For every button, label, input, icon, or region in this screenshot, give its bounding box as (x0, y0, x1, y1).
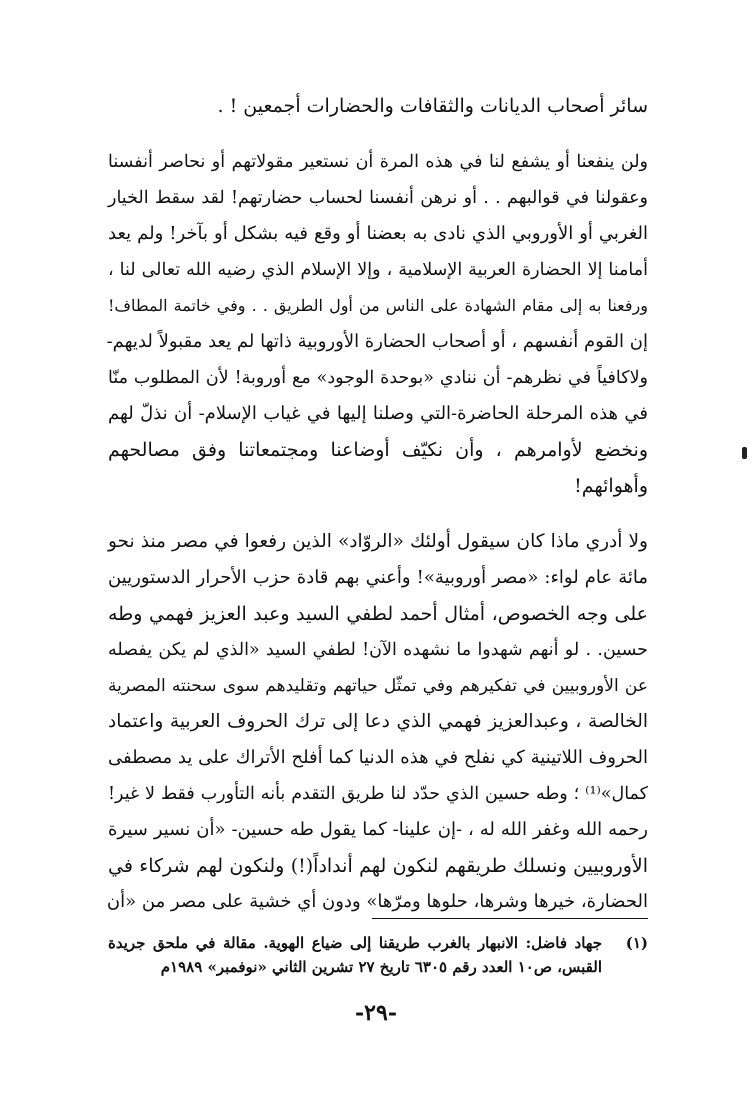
text-line: ونخضع لأوامرهم ، وأن نكيّف أوضاعنا ومجتمعاتنا وفق مصالحهم (108, 439, 648, 461)
text-line: ولاكافياً في نظرهم- أن ننادي «بوحدة الوجود» مع أوروبة! لأن المطلوب منّا (108, 368, 649, 388)
text-line: الأوروبيين ونسلك طريقهم لنكون لهم أنداداً(!) ولنكون لهم شركاء في (108, 855, 648, 877)
footnote-text: القبس، ص١٠ العدد رقم ٦٣٠٥ تاريخ ٢٧ تشرين الثاني «نوفمبر» ١٩٨٩م (160, 958, 602, 976)
footnote-divider (372, 918, 648, 919)
text-line: سائر أصحاب الديانات والثقافات والحضارات أجمعين ! . (217, 95, 648, 117)
text-line: الحضارة، خيرها وشرها، حلوها ومرّها» ودون أي خشية على مصر من «أن (106, 891, 648, 912)
text-line: أمامنا إلا الحضارة العربية الإسلامية ، وإلا الإسلام الذي رضيه الله تعالى لنا ، (108, 260, 648, 280)
text-line: إن القوم أنفسهم ، أو أصحاب الحضارة الأوروبية ذاتها لم يعد مقبولاً لديهم- (106, 331, 648, 352)
text-line: الغربي أو الأوروبي الذي نادى به بعضنا أو وقع فيه بشكل أو بآخر! ولم يعد (108, 223, 648, 244)
text-line: ولن ينفعنا أو يشفع لنا في هذه المرة أن نستعير مقولاتهم أو نحاصر أنفسنا (108, 152, 648, 172)
text-line: كمال»⁽¹⁾ ؛ وطه حسين الذي حدّد لنا طريق التقدم بأنه التأورب فقط لا غير! (108, 784, 648, 804)
text-line: ورفعنا به إلى مقام الشهادة على الناس من أول الطريق . . وفي خاتمة المطاف! (108, 296, 648, 315)
text-line: في هذه المرحلة الحاضرة-التي وصلنا إليها في غياب الإسلام- أن نذلّ لهم (108, 403, 648, 424)
footnote-text: جهاد فاضل: الانبهار بالغرب طريقنا إلى ضياع الهوية. مقالة في ملحق جريدة (108, 934, 602, 952)
text-line: عن الأوروبيين في تفكيرهم وفي تمثّل حياتهم وتقليدهم سوى سحنته المصرية (108, 676, 648, 696)
text-line: وعقولنا في قوالبهم . . أو نرهن أنفسنا لحساب حضارتهم! لقد سقط الخيار (108, 188, 648, 208)
page-number: -٢٩- (355, 1000, 397, 1026)
footnote-number: (١) (625, 934, 648, 952)
text-line: الخالصة ، وعبدالعزيز فهمي الذي دعا إلى ترك الحروف العربية واعتماد (108, 711, 648, 732)
margin-mark (742, 447, 747, 459)
text-line: ولا أدري ماذا كان سيقول أولئك «الروّاد» الذين رفعوا في مصر منذ نحو (108, 531, 648, 552)
text-line: حسين. . لو أنهم شهدوا ما نشهده الآن! لطفي السيد «الذي لم يكن يفصله (108, 640, 648, 660)
text-line: الحروف اللاتينية كي نفلح في هذه الدنيا كما أفلح الأتراك على يد مصطفى (108, 747, 648, 768)
text-line: رحمه الله وغفر الله له ، -إن علينا- كما يقول طه حسين- «أن نسير سيرة (108, 819, 648, 840)
text-line: مائة عام لواء: «مصر أوروبية»! وأعني بهم قادة حزب الأحرار الدستوريين (108, 567, 648, 588)
text-line: على وجه الخصوص، أمثال أحمد لطفي السيد وعبد العزيز فهمي وطه (108, 603, 648, 625)
text-line: وأهوائهم! (574, 475, 648, 497)
